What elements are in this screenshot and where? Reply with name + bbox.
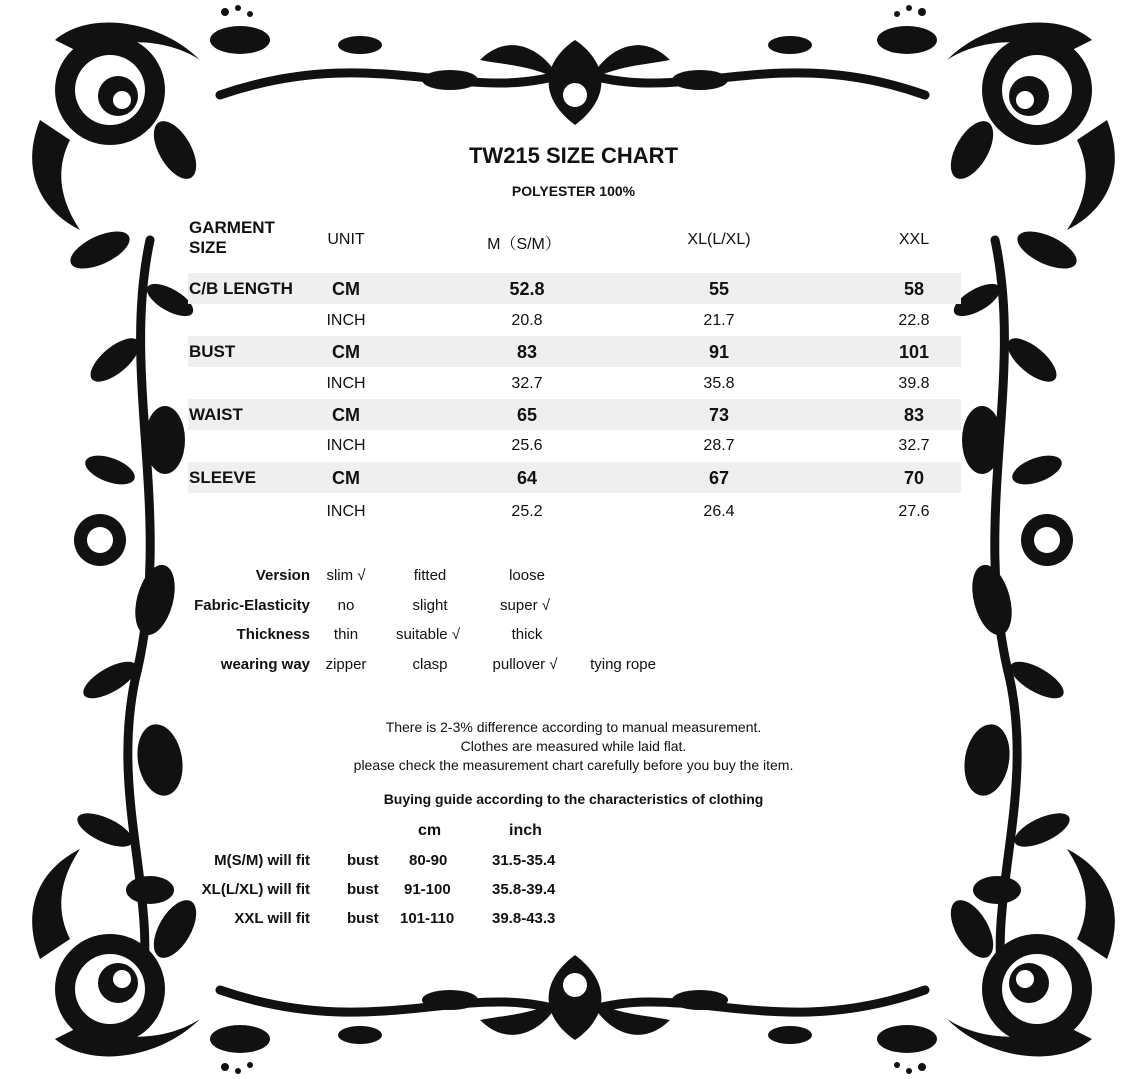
table-cell: 91 [708,342,730,362]
guide-col-inch: inch [509,822,542,839]
feature-option: super √ [500,597,550,614]
guide-row-inch: 31.5-35.4 [492,852,556,869]
guide-row-label: M(S/M) will fit [214,852,310,869]
feature-option: suitable √ [395,626,461,643]
feature-label-version: Version [255,567,310,584]
header-size-m: M（S/M） [487,236,561,253]
guide-row-part: bust [347,910,379,927]
table-cell: INCH [326,437,366,454]
table-cell: 32.7 [511,375,543,392]
table-cell: 73 [708,405,730,425]
table-cell: 70 [903,468,925,488]
feature-option: thick [511,626,543,643]
table-row-shade [188,399,961,430]
table-row-shade [188,462,961,493]
header-garment-line1: GARMENT [189,218,275,237]
table-cell: 22.8 [898,312,930,329]
table-cell: 65 [516,405,538,425]
table-cell: CM [332,405,360,425]
row-label-cb-length: C/B LENGTH [189,279,293,298]
feature-option: slight [412,597,448,614]
table-cell: 25.2 [511,503,543,520]
table-row-shade [188,336,961,367]
guide-col-cm: cm [418,822,442,839]
guide-row-label: XXL will fit [234,910,310,927]
table-cell: 64 [516,468,538,488]
header-unit: UNIT [327,231,365,248]
header-garment-line2: SIZE [189,238,227,257]
guide-row-label: XL(L/XL) will fit [201,881,310,898]
feature-option: thin [333,626,359,643]
table-cell: 101 [898,342,930,362]
table-cell: 52.8 [509,279,545,299]
guide-row-part: bust [347,852,379,869]
feature-option: tying rope [590,656,656,673]
fabric-subtitle: POLYESTER 100% [511,183,636,199]
row-label-bust: BUST [189,342,236,361]
table-cell: CM [332,468,360,488]
table-cell: 20.8 [511,312,543,329]
guide-row-inch: 39.8-43.3 [492,910,556,927]
table-cell: CM [332,279,360,299]
chart-title: TW215 SIZE CHART [468,143,679,168]
feature-option: zipper [325,656,367,673]
table-cell: 21.7 [703,312,735,329]
table-cell: 26.4 [703,503,735,520]
table-row-shade [188,273,961,304]
table-cell: 28.7 [703,437,735,454]
feature-option: no [337,597,355,614]
table-cell: INCH [326,312,366,329]
table-cell: 58 [903,279,925,299]
row-label-sleeve: SLEEVE [189,468,257,487]
guide-row-inch: 35.8-39.4 [492,881,556,898]
header-size-xxl: XXL [898,231,930,248]
table-cell: 55 [708,279,730,299]
guide-row-cm: 80-90 [409,852,448,869]
table-cell: 39.8 [898,375,930,392]
feature-option: pullover √ [492,656,558,673]
table-cell: 35.8 [703,375,735,392]
guide-row-cm: 91-100 [404,881,451,898]
measurement-note: Clothes are measured while laid flat. [460,738,687,754]
table-cell: 83 [516,342,538,362]
table-cell: 27.6 [898,503,930,520]
header-size-xl: XL(L/XL) [687,231,751,248]
table-cell: 25.6 [511,437,543,454]
feature-option: fitted [413,567,447,584]
buying-guide-title: Buying guide according to the characteristics of clothing [383,791,764,807]
feature-option: clasp [412,656,448,673]
table-cell: INCH [326,503,366,520]
table-cell: 32.7 [898,437,930,454]
measurement-note: please check the measurement chart carefully before you buy the item. [353,757,794,773]
row-label-waist: WAIST [189,405,243,424]
guide-row-cm: 101-110 [400,910,455,927]
measurement-note: There is 2-3% difference according to manual measurement. [385,719,762,735]
header-garment-size [189,218,275,258]
table-cell: 83 [903,405,925,425]
feature-label-elasticity: Fabric-Elasticity [194,597,310,614]
table-cell: CM [332,342,360,362]
guide-row-part: bust [347,881,379,898]
feature-option: loose [509,567,545,584]
table-cell: 67 [708,468,730,488]
table-cell: INCH [326,375,366,392]
feature-option: slim √ [326,567,366,584]
feature-label-thickness: Thickness [236,626,310,643]
feature-label-wearing-way: wearing way [220,656,310,673]
